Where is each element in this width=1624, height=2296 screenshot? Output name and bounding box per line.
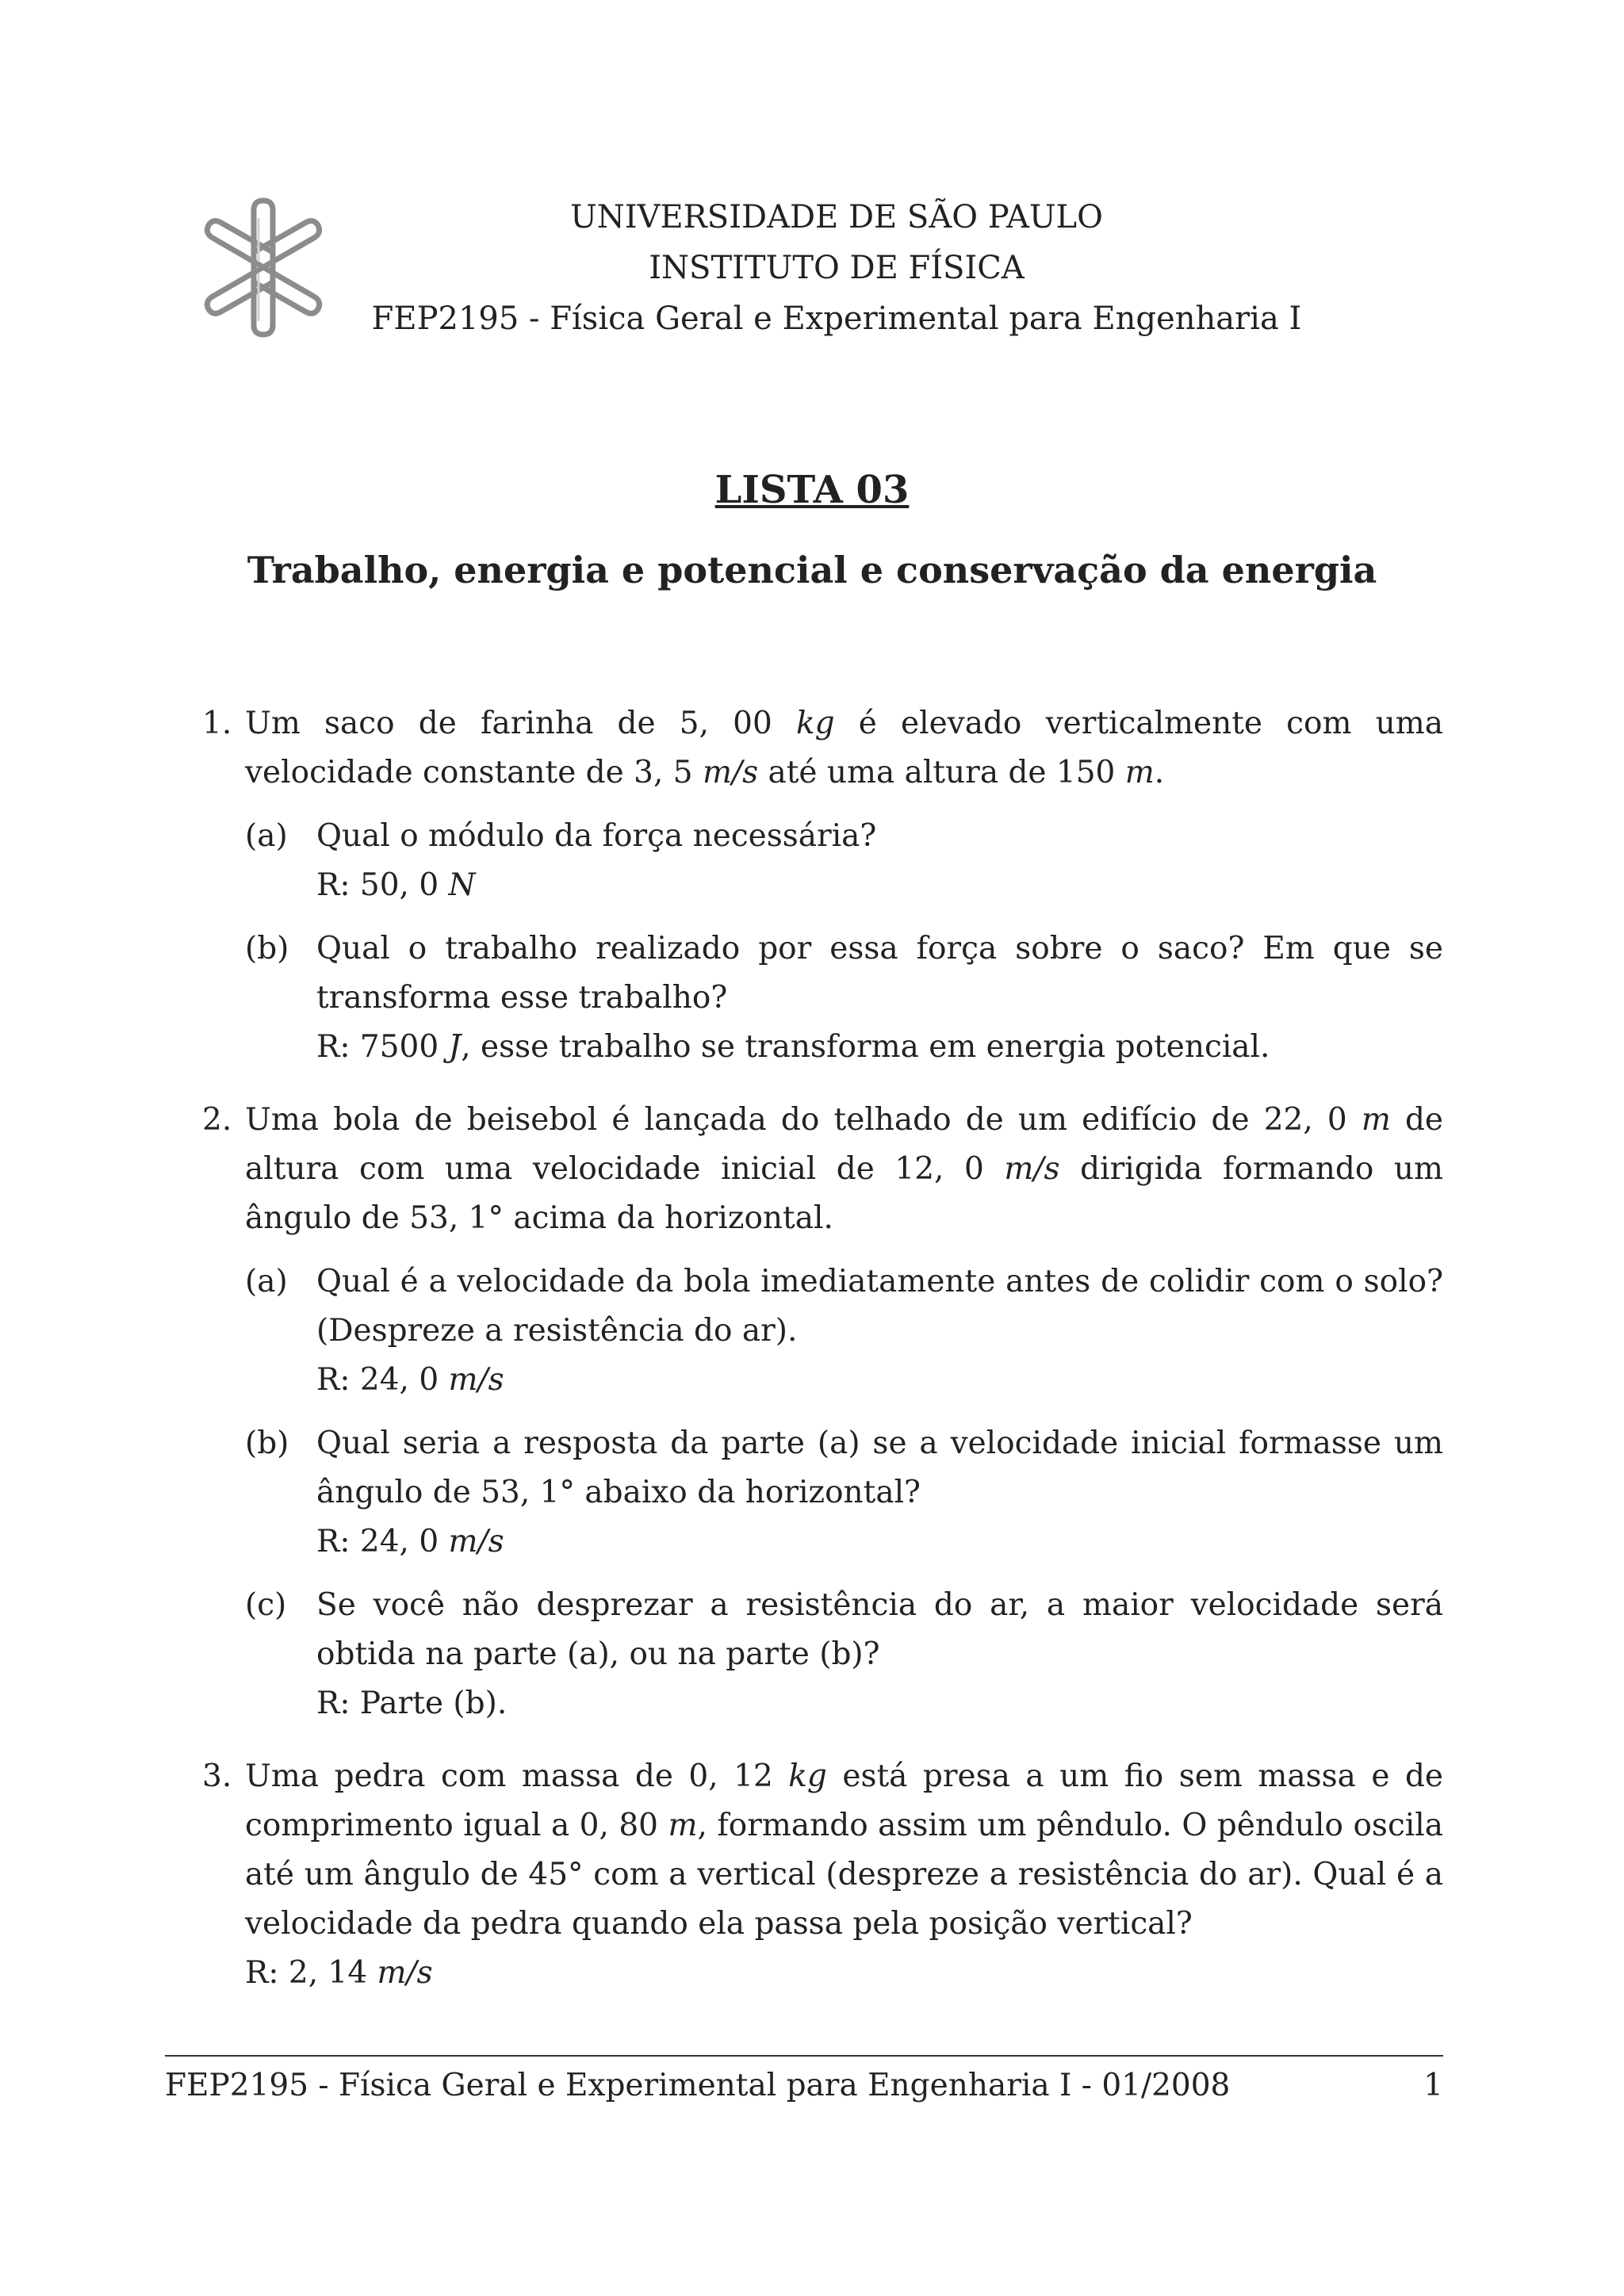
sub-question-text: Se você não desprezar a resistência do ar, a maior velocidade será obtida na parte (a), ou na parte (b)? [316, 1587, 1443, 1672]
question-text: dirigida formando um ângulo de 53, 1° acima da horizontal. [245, 1151, 1443, 1236]
sub-question-a [245, 1257, 1443, 1405]
unit: m [668, 1808, 698, 1843]
question-1 [202, 699, 1443, 1072]
question-text: de altura com uma velocidade inicial de 12, 0 [245, 1102, 1443, 1187]
answer-text: R: 24, 0 [316, 1362, 449, 1398]
institution-header [349, 192, 1324, 344]
answer-tail: , esse trabalho se transforma em energia potencial. [461, 1029, 1270, 1065]
value: 5, 00 [679, 706, 772, 741]
unit: kg [795, 706, 835, 741]
sub-questions [245, 1257, 1443, 1728]
question-number: 2. [202, 1102, 232, 1138]
list-title: LISTA 03 [714, 468, 910, 512]
question-text: . [1154, 755, 1165, 790]
answer-text: R: 24, 0 [316, 1524, 449, 1559]
answer-unit: N [448, 867, 476, 903]
sub-questions [245, 812, 1443, 1072]
page-number: 1 [1423, 2068, 1443, 2103]
answer [316, 1023, 1443, 1072]
question-text: é elevado verticalmente com uma velocidade constante de [245, 706, 1443, 790]
university-name: UNIVERSIDADE DE SÃO PAULO [570, 199, 1103, 235]
sub-question-text: Qual o trabalho realizado por essa força sobre o saco? Em que se transforma esse trabalho? [316, 931, 1443, 1016]
question-2 [202, 1096, 1443, 1728]
unit: m [1124, 755, 1155, 790]
course-name: FEP2195 - Física Geral e Experimental para Engenharia I [371, 300, 1302, 337]
page-footer [165, 2061, 1443, 2110]
sub-question-text: Qual é a velocidade da bola imediatamente antes de colidir com o solo? (Despreze a resistência do ar). [316, 1264, 1443, 1349]
answer [316, 1679, 1443, 1728]
institute-name: INSTITUTO DE FÍSICA [649, 250, 1025, 286]
unit: m [1361, 1102, 1391, 1138]
sub-question-label: (a) [245, 818, 288, 854]
footer-divider [165, 2055, 1443, 2057]
question-text: até uma altura de 150 [758, 755, 1125, 790]
unit: kg [788, 1758, 827, 1794]
question-text: Uma pedra com massa de 0, 12 [245, 1758, 789, 1794]
answer-text: R: 7500 [316, 1029, 449, 1065]
sub-question-label: (b) [245, 1425, 289, 1461]
answer-unit: J [448, 1029, 462, 1065]
question-3 [202, 1752, 1443, 1998]
sub-question-c [245, 1581, 1443, 1728]
answer-text: R: Parte (b). [316, 1686, 508, 1721]
answer-text: R: 2, 14 [245, 1955, 377, 1991]
answer-unit: m/s [448, 1524, 504, 1559]
sub-question-text: Qual o módulo da força necessária? [316, 818, 877, 854]
question-number: 3. [202, 1758, 232, 1794]
sub-question-label: (a) [245, 1264, 288, 1299]
question-number: 1. [202, 706, 232, 741]
answer [316, 861, 1443, 910]
sub-question-b [245, 1419, 1443, 1567]
question-text: Uma bola de beisebol é lançada do telhado de um edifício de 22, 0 [245, 1102, 1362, 1138]
usp-physics-logo-icon [198, 194, 333, 341]
value: 3, 5 [634, 755, 693, 790]
answer [316, 1517, 1443, 1567]
question-text: , formando assim um pêndulo. O pêndulo oscila até um ângulo de 45° com a vertical (despreze a resistência do ar). Qual é a velocidade da pedra quando ela passa pela posição vertical? [245, 1808, 1443, 1942]
unit: m/s [1004, 1151, 1060, 1187]
answer-unit: m/s [448, 1362, 504, 1398]
answer-text: R: 50, 0 [316, 867, 449, 903]
sub-question-text: Qual seria a resposta da parte (a) se a velocidade inicial formasse um ângulo de 53, 1° abaixo da horizontal? [316, 1425, 1443, 1510]
answer [316, 1356, 1443, 1405]
unit: m/s [702, 755, 759, 790]
question-list [202, 699, 1443, 2022]
sub-question-a [245, 812, 1443, 910]
question-text: está presa a um fio sem massa e de comprimento igual a 0, 80 [245, 1758, 1444, 1843]
answer [245, 1949, 1443, 1998]
sub-question-b [245, 924, 1443, 1072]
footer-text: FEP2195 - Física Geral e Experimental para Engenharia I - 01/2008 [165, 2068, 1231, 2103]
sub-question-label: (c) [245, 1587, 287, 1623]
sub-question-label: (b) [245, 931, 289, 966]
question-text: Um saco de farinha de [245, 706, 680, 741]
answer-unit: m/s [377, 1955, 433, 1991]
list-subtitle: Trabalho, energia e potencial e conservação da energia [247, 549, 1377, 591]
